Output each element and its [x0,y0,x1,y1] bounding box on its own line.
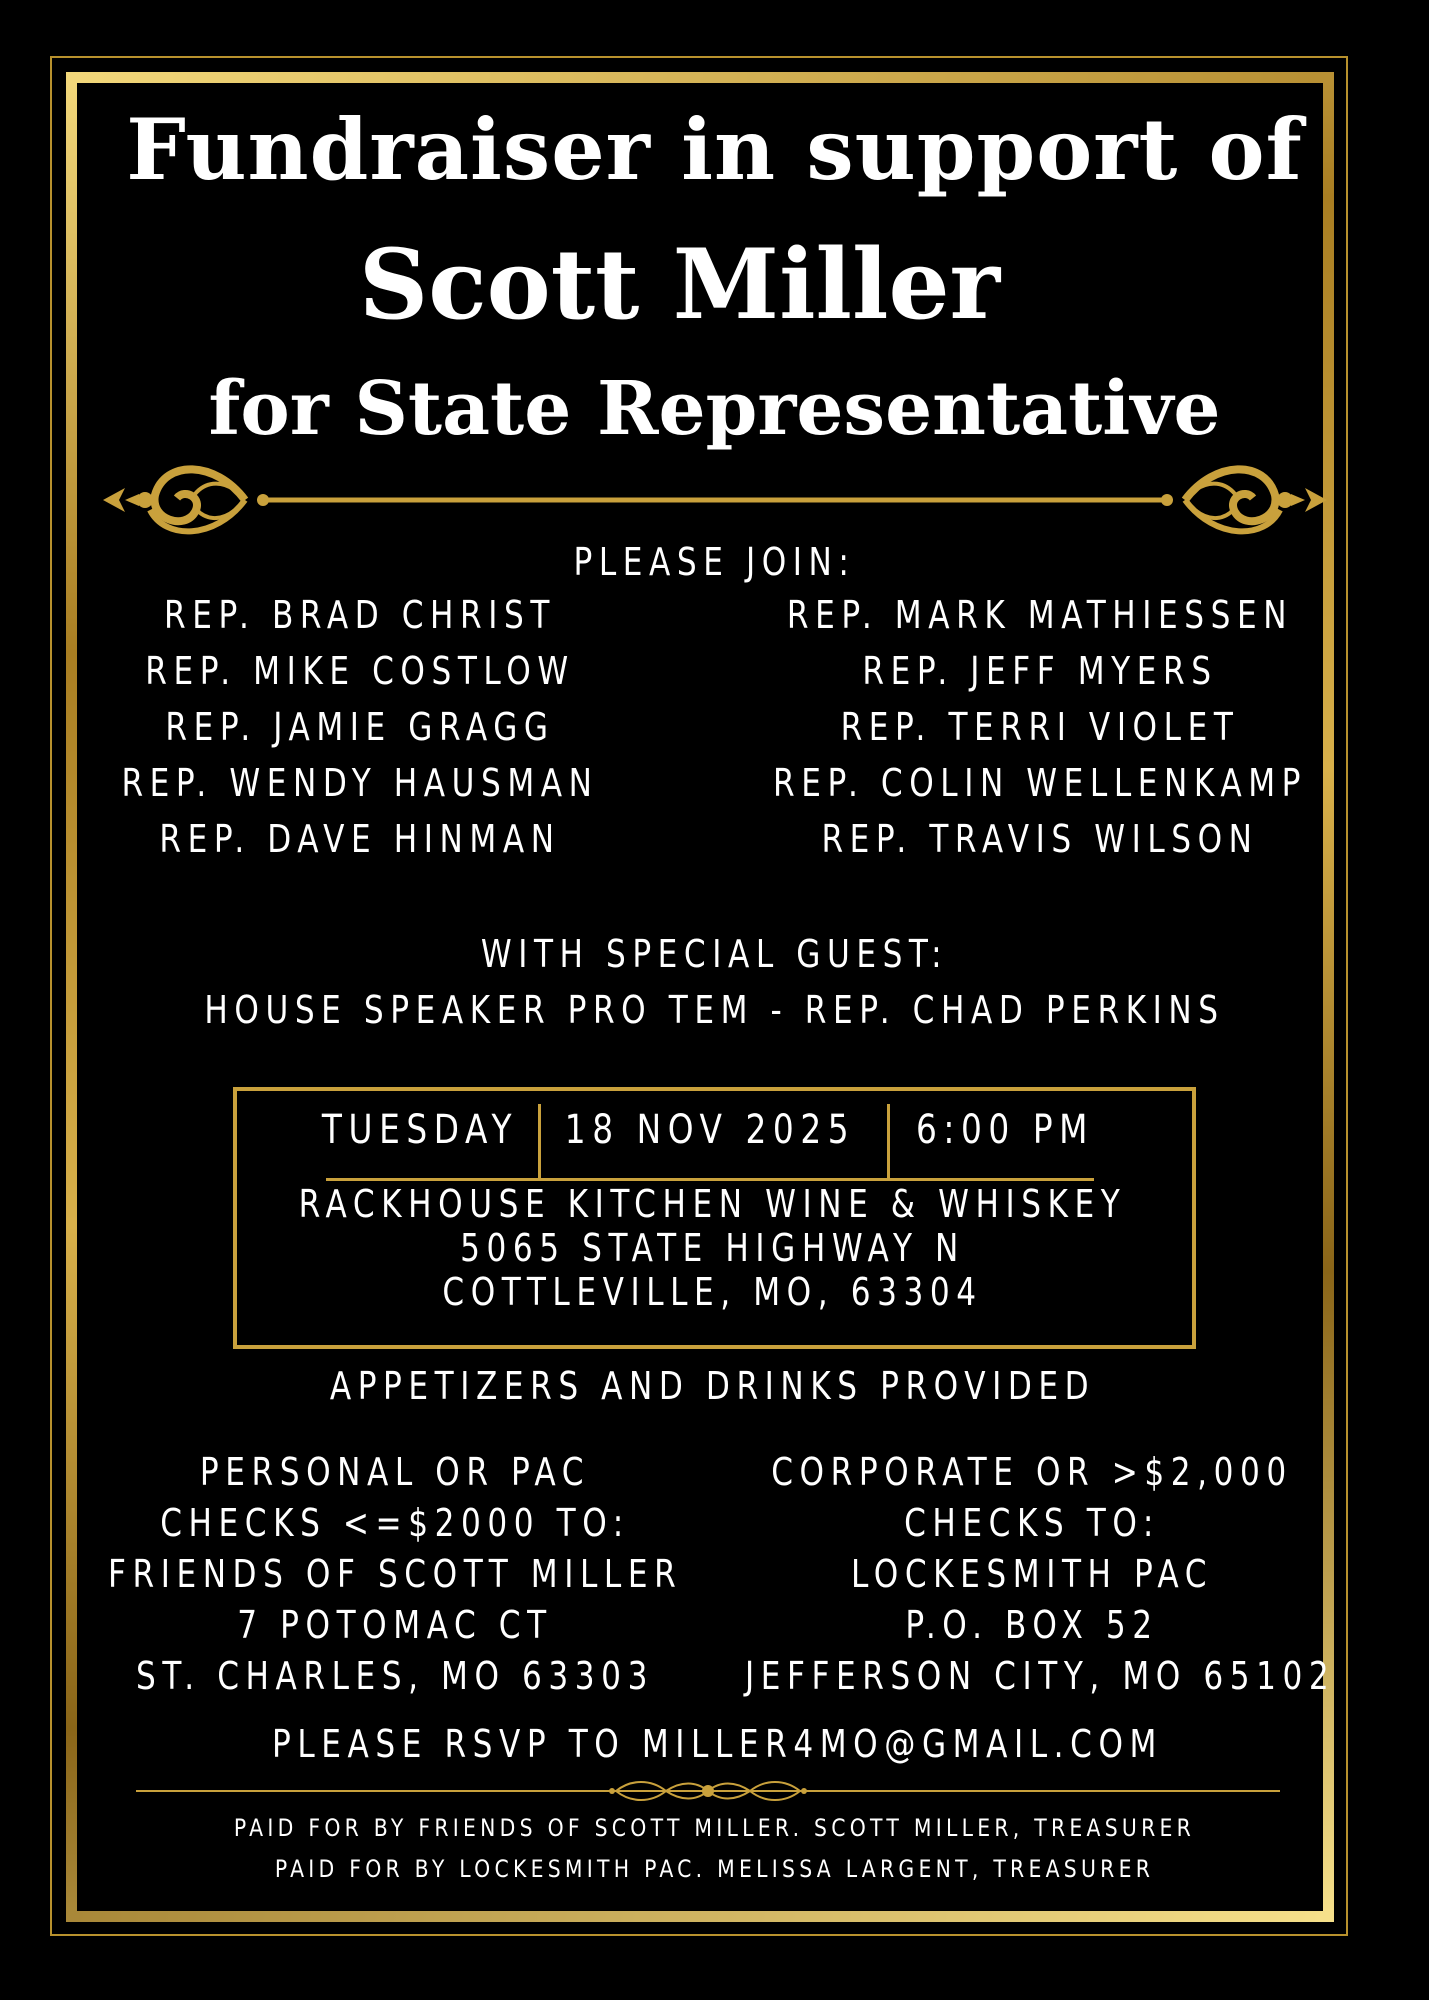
candidate-name: Scott Miller [358,228,1001,341]
divider-horizontal [326,1178,1094,1181]
host-name: REP. DAVE HINMAN [159,817,561,861]
check-line: 7 POTOMAC CT [237,1603,553,1647]
divider-vertical [887,1104,890,1178]
check-line: LOCKESMITH PAC [850,1552,1214,1596]
title-line-1: Fundraiser in support of [126,100,1303,199]
check-line: FRIENDS OF SCOTT MILLER [108,1552,683,1596]
host-name: REP. WENDY HAUSMAN [121,761,599,805]
check-line: CORPORATE OR >$2,000 [771,1450,1293,1494]
event-day: TUESDAY [321,1107,519,1153]
host-name: REP. MARK MATHIESSEN [786,593,1294,637]
venue-street: 5065 STATE HIGHWAY N [460,1226,965,1270]
host-name: REP. BRAD CHRIST [164,593,556,637]
check-line: CHECKS TO: [904,1501,1160,1545]
host-name: REP. TRAVIS WILSON [821,817,1259,861]
title-line-3: for State Representative [208,366,1221,452]
host-name: REP. TERRI VIOLET [840,705,1240,749]
check-line: CHECKS <=$2000 TO: [160,1501,630,1545]
paid-for-line-2: PAID FOR BY LOCKESMITH PAC. MELISSA LARGENT, TREASURER [274,1855,1155,1883]
scroll-ornament-right [1161,469,1327,531]
rsvp-line: PLEASE RSVP TO MILLER4MO@GMAIL.COM [272,1722,1163,1766]
special-guest-heading: WITH SPECIAL GUEST: [480,932,949,976]
host-name: REP. JEFF MYERS [862,649,1218,693]
event-date: 18 NOV 2025 [564,1107,856,1153]
venue-city: COTTLEVILLE, MO, 63304 [442,1270,983,1314]
host-list-left [81,587,639,867]
personal-checks-block [108,1447,682,1702]
check-line: P.O. BOX 52 [905,1603,1159,1647]
please-join-heading: PLEASE JOIN: [573,540,856,584]
venue-name: RACKHOUSE KITCHEN WINE & WHISKEY [298,1182,1127,1226]
event-time: 6:00 PM [915,1107,1095,1153]
host-list-right [761,587,1319,867]
check-line: JEFFERSON CITY, MO 65102 [745,1654,1336,1698]
host-name: REP. JAMIE GRAGG [165,705,555,749]
paid-for-line-1: PAID FOR BY FRIENDS OF SCOTT MILLER. SCOTT MILLER, TREASURER [233,1814,1196,1842]
scroll-ornament-left [103,469,269,531]
ornament-divider [95,450,1335,545]
footer-divider [136,1775,1280,1807]
host-name: REP. COLIN WELLENKAMP [773,761,1307,805]
divider-vertical [538,1104,541,1178]
refreshments-note: APPETIZERS AND DRINKS PROVIDED [329,1364,1096,1408]
host-name: REP. MIKE COSTLOW [145,649,575,693]
corporate-checks-block [745,1447,1336,1702]
special-guest-name: HOUSE SPEAKER PRO TEM - REP. CHAD PERKINS [204,988,1225,1032]
check-line: PERSONAL OR PAC [199,1450,591,1494]
check-line: ST. CHARLES, MO 63303 [136,1654,654,1698]
